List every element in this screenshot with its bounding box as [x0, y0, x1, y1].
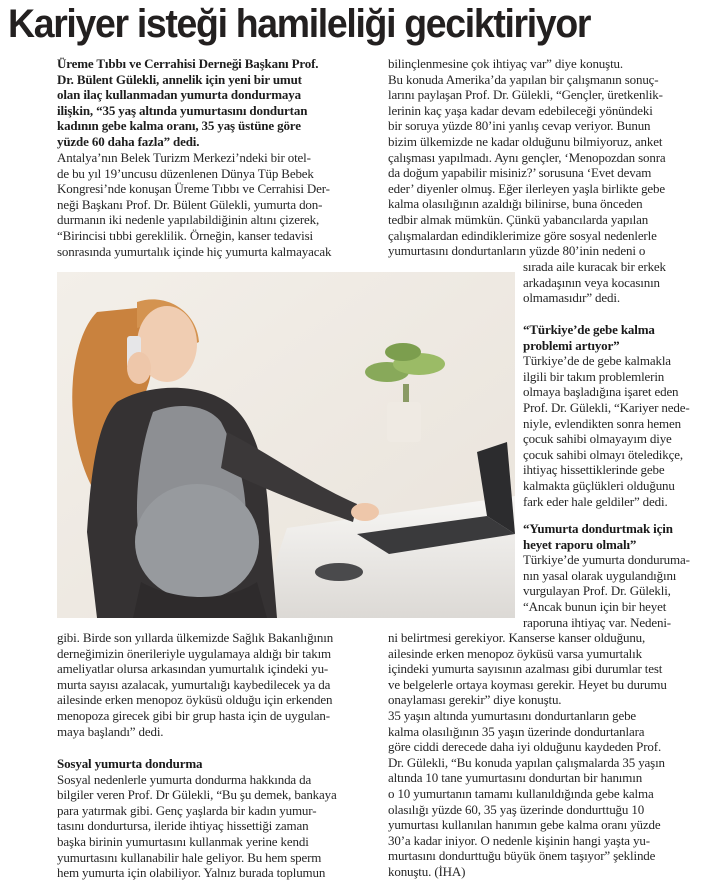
- body-line: kalma olasılığının 35 yaşın üzerinde dondurtanlara: [388, 723, 645, 739]
- body-line: çalışması yapılmadı. Aynı gençler, ‘Menopozdan sonra: [388, 149, 666, 165]
- body-line: murtasını dondurttuğu büyük önem taşıyor” şeklinde: [388, 848, 656, 864]
- body-line: sonrasında yumurtalık içinde hiç yumurta kalmayacak: [57, 243, 332, 259]
- body-line: “Birincisi tıbbi gereklilik. Örneğin, kanser tedavisi: [57, 227, 313, 243]
- body-line: göre ciddi derecede daha iyi olduğunu kaydeden Prof.: [388, 739, 662, 755]
- lead-line: kadının gebe kalma oranı, 35 yaş üstüne göre: [57, 118, 301, 134]
- article-photo: [57, 272, 515, 618]
- section-heading: “Yumurta dondurtmak için: [523, 521, 673, 536]
- body-line: altında 10 tane yumurtasını dondurtan bir hanımın: [388, 770, 643, 786]
- body-line: da doğum yapabilir misiniz?’ sorusuna ‘Evet devam: [388, 165, 652, 181]
- body-line: bilgiler veren Prof. Dr Gülekli, “Bu şu demek, bankaya: [57, 787, 337, 803]
- body-line: hem yumurta için olabiliyor. Yalnız burada toplumun: [57, 865, 326, 881]
- section-heyet: [523, 521, 713, 630]
- body-line: arkadaşının veya kocasının: [523, 274, 660, 290]
- lead-line: olan ilaç kullanmadan yumurta dondurmaya: [57, 87, 301, 103]
- body-line: durmanın iki nedenle yapılabildiğinin altını çizerek,: [57, 212, 320, 228]
- intro-paragraph: [57, 150, 377, 259]
- body-line: konuştu. (İHA): [388, 863, 466, 879]
- body-line: 35 yaşın altında yumurtasını dondurtanların gebe: [388, 707, 637, 723]
- body-line: bilinçlenmesine çok ihtiyaç var” diye konuştu.: [388, 56, 623, 71]
- body-line: para yatırmak gibi. Genç yaşlarda bir kadın yumur-: [57, 802, 317, 818]
- body-line: o 10 yumurtanın tamamı kullanıldığında gebe kalma: [388, 785, 654, 801]
- body-line: kalmakta güçlükleri olduğunu: [523, 477, 675, 493]
- body-line: “Ancak bunun için bir heyet: [523, 598, 667, 614]
- section-heading: problemi artıyor”: [523, 337, 620, 353]
- body-line: yumurtasını dondurtanların yüzde 80’inin nedeni o: [388, 243, 646, 259]
- section-social: [57, 756, 377, 881]
- body-line: de bu yıl 19’uncusu düzenlenen Dünya Tüp Bebek: [57, 165, 314, 181]
- body-line: raporuna ihtiyaç var. Nedeni-: [523, 614, 671, 630]
- body-line: Türkiye’de yumurta donduruma-: [523, 552, 690, 568]
- body-line: tedbir almak mümkün. Çünkü yabancılarda yapılan: [388, 211, 649, 227]
- body-line: derneğimizin önerileriyle uygulamaya aldığı bir takım: [57, 645, 331, 661]
- body-line: ve belgelerle ortaya koyması gerekir. Heyet bu durumu: [388, 676, 667, 692]
- pregnant-woman-laptop-illustration: [57, 272, 515, 618]
- body-line: menopoza girecek gibi bir grup hasta için de uygulan-: [57, 707, 330, 723]
- body-line: tasını dondurtursa, ileride ihtiyaç hissettiği zaman: [57, 818, 309, 834]
- body-line: ailesinde erken menopoz öyküsü varsa yumurtalık: [388, 645, 642, 661]
- lead-line: yüzde 60 daha fazla” dedi.: [57, 133, 200, 149]
- right-top-paragraph: [388, 56, 714, 259]
- body-line: kalma olasılığının azaldığı bilinirse, buna önceden: [388, 196, 643, 212]
- body-line: 30’a kadar iniyor. O nedenle kişinin hangi yaşta yu-: [388, 832, 650, 848]
- section-heading: Sosyal yumurta dondurma: [57, 756, 203, 771]
- body-line: ihtiyaç hissettiklerinde gebe: [523, 462, 665, 478]
- body-line: Kongresi’nde konuşan Üreme Tıbbı ve Cerrahisi Der-: [57, 181, 330, 197]
- body-line: yumurtasını kullanabilir hale geliyor. Bu hem sperm: [57, 849, 322, 865]
- body-line: maya başlandı” dedi.: [57, 723, 164, 739]
- body-line: ni belirtmesi gerekiyor. Kanserse kanser olduğunu,: [388, 630, 646, 645]
- body-line: Antalya’nın Belek Turizm Merkezi’ndeki bir otel-: [57, 150, 311, 165]
- body-line: fark eder hale geldiler” dedi.: [523, 493, 668, 509]
- body-line: ameliyatlar olursa arkasından yumurtalık içindeki yu-: [57, 661, 329, 677]
- body-line: bir soruya yüzde 80’ini yanlış cevap veriyor. Bunun: [388, 118, 651, 134]
- right-bottom-paragraph: [388, 630, 714, 880]
- lead-line: ilişkin, “35 yaş altında yumurtasını dondurtan: [57, 102, 308, 118]
- body-line: olasılığı yüzde 60, 35 yaş üzerinde dondurttuğu 10: [388, 801, 645, 817]
- left-bottom-paragraph: [57, 630, 377, 739]
- body-line: Dr. Gülekli, “Bu konuda yapılan çalışmalarda 35 yaşın: [388, 754, 665, 770]
- body-line: ilgili bir takım problemlerin: [523, 368, 665, 384]
- body-line: içindeki yumurta sayısının azalması gibi durumlar test: [388, 661, 663, 677]
- body-line: Türkiye’de de gebe kalmakla: [523, 353, 671, 369]
- body-line: ailesinde erken menopoz öyküsü olduğu için erkenden: [57, 692, 333, 708]
- lead-paragraph: [57, 56, 377, 150]
- body-line: bizim ülkemizde ne kadar olduğunu bilmiyoruz, anket: [388, 133, 663, 149]
- body-line: sırada aile kuracak bir erkek: [523, 259, 666, 274]
- body-line: nın yasal olarak uygulandığını: [523, 567, 677, 583]
- body-line: Prof. Dr. Gülekli, “Kariyer nede-: [523, 399, 690, 415]
- body-line: başka birinin yumurtasını kullanmak yerine kendi: [57, 833, 309, 849]
- body-line: çocuk sahibi olmayayım diye: [523, 431, 672, 447]
- body-line: gibi. Birde son yıllarda ülkemizde Sağlık Bakanlığının: [57, 630, 334, 645]
- body-line: eder’ diyenler olmuş. Eğer ilerleyen yaşla birlikte gebe: [388, 180, 666, 196]
- body-line: çocuk sahibi olmayı öteledikçe,: [523, 446, 683, 462]
- body-line: çalışmalardan edindiklerimize göre sosyal nedenlerle: [388, 227, 657, 243]
- body-line: onaylaması gerekir” diye konuştu.: [388, 692, 562, 708]
- section-heading: “Türkiye’de gebe kalma: [523, 322, 655, 337]
- section-heading: heyet raporu olmalı”: [523, 536, 637, 552]
- body-line: niyle, evlendikten sonra hemen: [523, 415, 681, 431]
- body-line: olmamasıdır” dedi.: [523, 290, 620, 306]
- body-line: olmaya başladığına işaret eden: [523, 384, 679, 400]
- body-line: yumurtası kullanılan hanımın gebe kalma oranı yüzde: [388, 817, 661, 833]
- body-line: Sosyal nedenlerle yumurta dondurma hakkında da: [57, 771, 312, 787]
- lead-line: Dr. Bülent Gülekli, annelik için yeni bir umut: [57, 71, 302, 87]
- body-line: lerinin kaç yaşa kadar devam edebileceği yönündeki: [388, 102, 653, 118]
- headline: Kariyer isteği hamileliği geciktiriyor: [8, 2, 591, 46]
- lead-line: Üreme Tıbbı ve Cerrahisi Derneği Başkanı Prof.: [57, 56, 319, 71]
- section-turkiye: [523, 322, 713, 509]
- body-line: larını paylaşan Prof. Dr. Gülekli, “Gençler, üretkenlik-: [388, 87, 663, 103]
- body-line: murta sayısı azalacak, yumurtalığı kaybedilecek ya da: [57, 676, 331, 692]
- body-line: vurgulayan Prof. Dr. Gülekli,: [523, 583, 671, 599]
- body-line: neği Başkanı Prof. Dr. Bülent Gülekli, yumurta don-: [57, 196, 323, 212]
- body-line: Bu konuda Amerika’da yapılan bir çalışmanın sonuç-: [388, 71, 659, 87]
- right-mid-paragraph: [523, 259, 713, 306]
